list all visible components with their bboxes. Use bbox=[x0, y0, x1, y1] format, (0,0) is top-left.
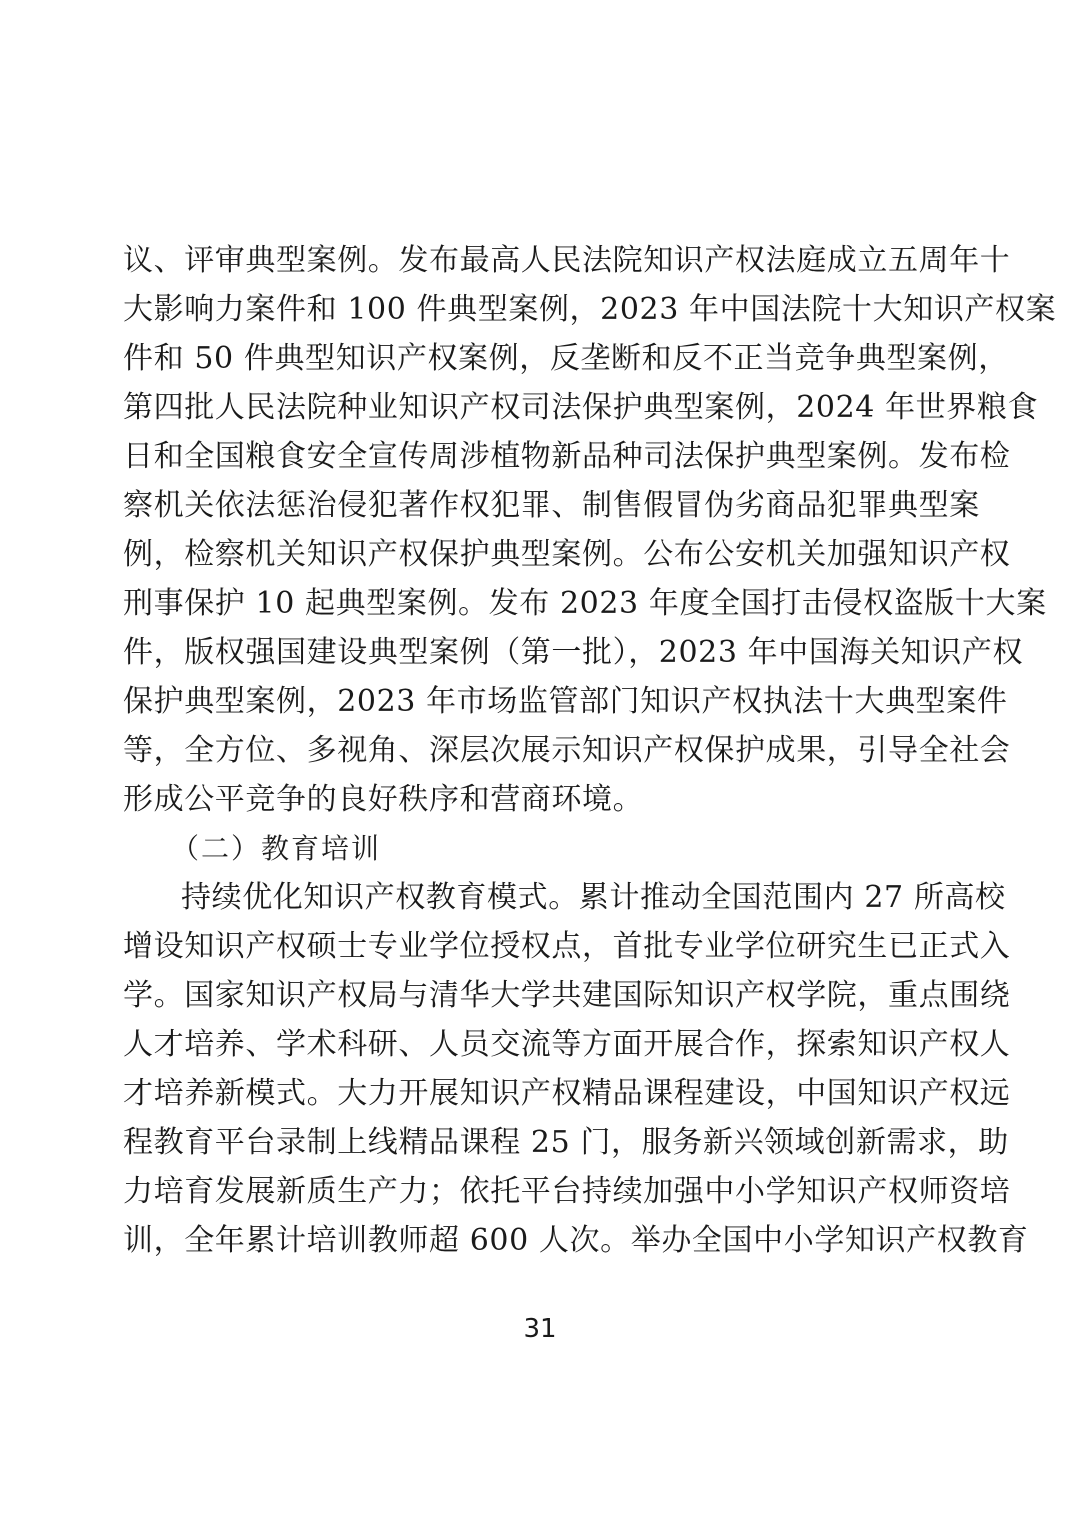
paragraph-line: 件和 50 件典型知识产权案例，反垄断和反不正当竞争典型案例， bbox=[123, 341, 1009, 376]
section-heading: （二）教育培训 bbox=[171, 832, 382, 865]
paragraph-line: 学。国家知识产权局与清华大学共建国际知识产权学院，重点围绕 bbox=[123, 978, 1011, 1013]
paragraph-line: 等，全方位、多视角、深层次展示知识产权保护成果，引导全社会 bbox=[123, 733, 1011, 768]
paragraph-line: 才培养新模式。大力开展知识产权精品课程建设，中国知识产权远 bbox=[123, 1076, 1011, 1111]
paragraph-line: 大影响力案件和 100 件典型案例，2023 年中国法院十大知识产权案 bbox=[123, 292, 1057, 327]
paragraph-line: 持续优化知识产权教育模式。累计推动全国范围内 27 所高校 bbox=[181, 880, 1006, 915]
paragraph-line: 训，全年累计培训教师超 600 人次。举办全国中小学知识产权教育 bbox=[123, 1223, 1029, 1258]
paragraph-line: 程教育平台录制上线精品课程 25 门，服务新兴领域创新需求，助 bbox=[123, 1125, 1009, 1160]
paragraph-line: 人才培养、学术科研、人员交流等方面开展合作，探索知识产权人 bbox=[123, 1027, 1011, 1062]
paragraph-line: 力培育发展新质生产力；依托平台持续加强中小学知识产权师资培 bbox=[123, 1174, 1011, 1209]
paragraph-line: 增设知识产权硕士专业学位授权点，首批专业学位研究生已正式入 bbox=[123, 929, 1011, 964]
paragraph-line: 保护典型案例，2023 年市场监管部门知识产权执法十大典型案件 bbox=[123, 684, 1008, 719]
paragraph-line: 第四批人民法院种业知识产权司法保护典型案例，2024 年世界粮食 bbox=[123, 390, 1039, 425]
paragraph-line: 形成公平竞争的良好秩序和营商环境。 bbox=[123, 782, 644, 817]
paragraph-line: 件，版权强国建设典型案例（第一批），2023 年中国海关知识产权 bbox=[123, 635, 1024, 670]
paragraph-line: 察机关依法惩治侵犯著作权犯罪、制售假冒伪劣商品犯罪典型案 bbox=[123, 488, 980, 523]
paragraph-line: 例，检察机关知识产权保护典型案例。公布公安机关加强知识产权 bbox=[123, 537, 1011, 572]
page-number: 31 bbox=[523, 1314, 557, 1344]
paragraph-line: 议、评审典型案例。发布最高人民法院知识产权法庭成立五周年十 bbox=[123, 243, 1011, 278]
paragraph-line: 日和全国粮食安全宣传周涉植物新品种司法保护典型案例。发布检 bbox=[123, 439, 1011, 474]
body-text bbox=[123, 236, 1057, 1265]
paragraph-line: 刑事保护 10 起典型案例。发布 2023 年度全国打击侵权盗版十大案 bbox=[123, 586, 1047, 621]
